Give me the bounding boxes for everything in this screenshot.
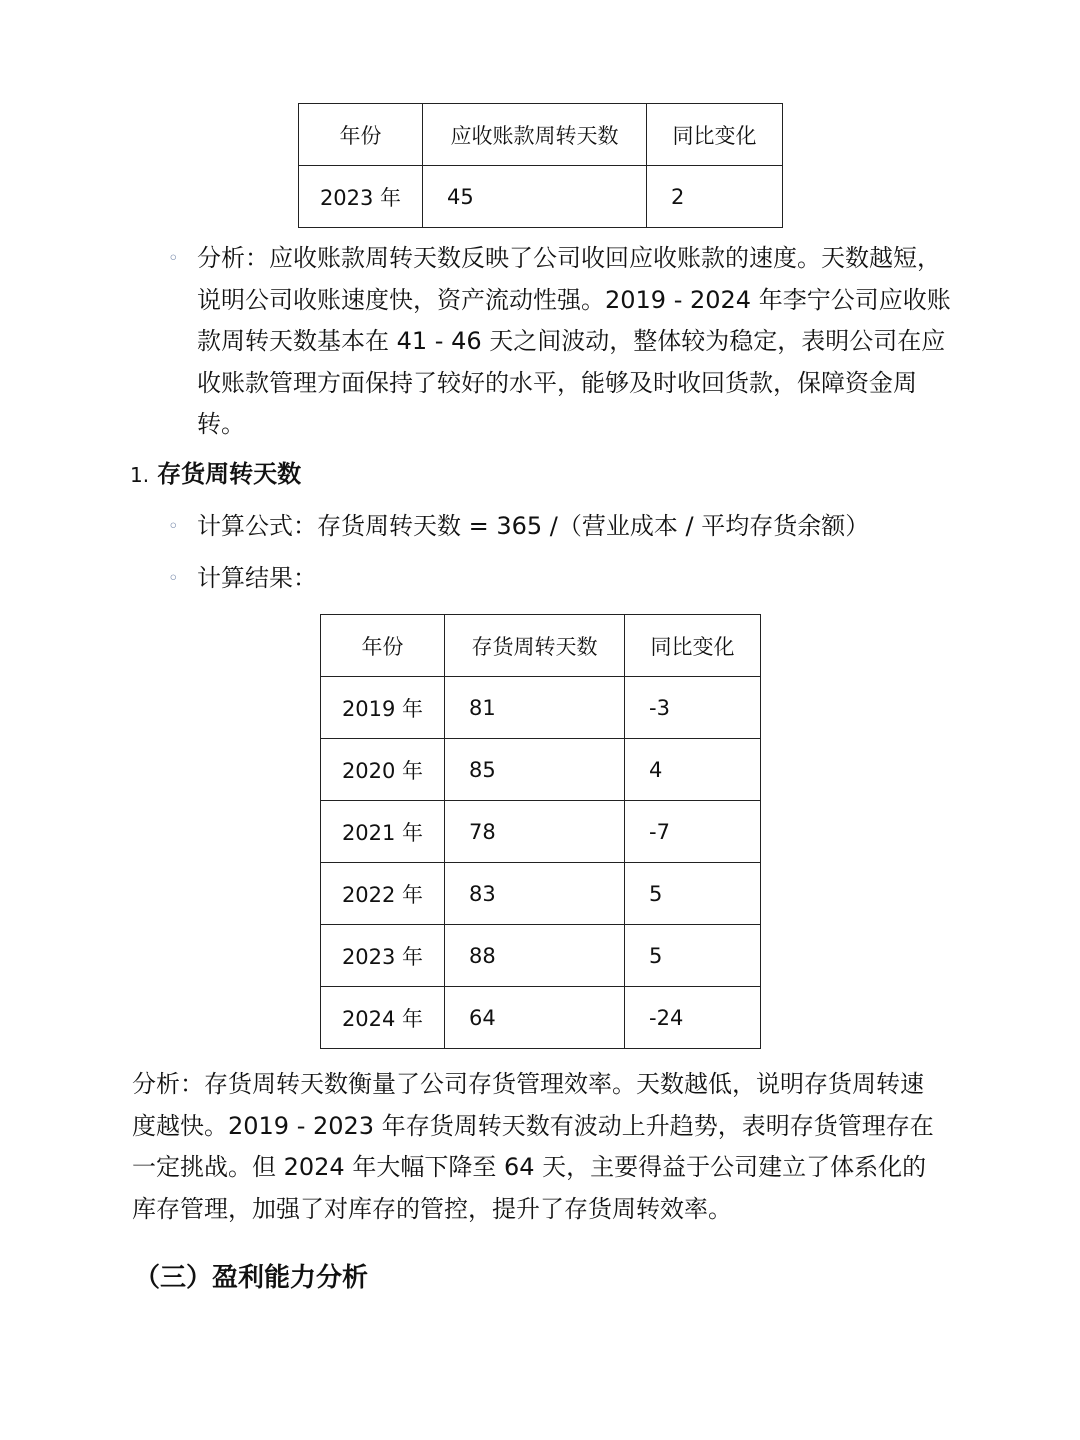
inventory-heading (130, 456, 301, 493)
header-year: 年份 (321, 615, 445, 677)
cell-year: 2019 年 (321, 677, 445, 739)
header-year: 年份 (299, 104, 423, 166)
bullet-icon: ◦ (168, 248, 179, 269)
table-header-row (321, 615, 761, 677)
cell-change: -24 (625, 987, 761, 1049)
header-yoy-change: 同比变化 (625, 615, 761, 677)
header-inventory-days: 存货周转天数 (445, 615, 625, 677)
cell-year: 2022 年 (321, 863, 445, 925)
result-label-text: 计算结果： (197, 564, 317, 592)
table-row (321, 801, 761, 863)
bullet-icon: ◦ (168, 568, 179, 589)
table-header-row (299, 104, 783, 166)
table-row (299, 166, 783, 228)
cell-change: 2 (647, 166, 783, 228)
table-row (321, 987, 761, 1049)
receivables-turnover-table (298, 103, 783, 228)
formula-text: 计算公式：存货周转天数 = 365 /（营业成本 / 平均存货余额） (197, 512, 870, 540)
header-receivable-days: 应收账款周转天数 (423, 104, 647, 166)
cell-year: 2021 年 (321, 801, 445, 863)
cell-change: -3 (625, 677, 761, 739)
cell-change: -7 (625, 801, 761, 863)
bullet-icon: ◦ (168, 516, 179, 537)
cell-year: 2023 年 (299, 166, 423, 228)
cell-days: 64 (445, 987, 625, 1049)
cell-change: 4 (625, 739, 761, 801)
table-row (321, 739, 761, 801)
cell-days: 88 (445, 925, 625, 987)
section-heading: （三）盈利能力分析 (134, 1263, 369, 1293)
cell-year: 2020 年 (321, 739, 445, 801)
cell-days: 83 (445, 863, 625, 925)
inventory-turnover-table (320, 614, 761, 1049)
header-yoy-change: 同比变化 (647, 104, 783, 166)
inventory-analysis-text: 分析：存货周转天数衡量了公司存货管理效率。天数越低，说明存货周转速度越快。2019 - 2023 年存货周转天数有波动上升趋势，表明存货管理存在一定挑战。但 2024 年大幅下降至 64 天，主要得益于公司建立了体系化的库存管理，加强了对库存的管控，提升了存货周转效率。 (132, 1070, 934, 1223)
heading-text: 存货周转天数 (157, 460, 302, 488)
cell-change: 5 (625, 863, 761, 925)
cell-year: 2023 年 (321, 925, 445, 987)
table-row (321, 863, 761, 925)
cell-days: 45 (423, 166, 647, 228)
cell-days: 78 (445, 801, 625, 863)
cell-change: 5 (625, 925, 761, 987)
heading-number: 1. (130, 463, 150, 487)
table-row (321, 925, 761, 987)
receivables-analysis-text: 分析：应收账款周转天数反映了公司收回应收账款的速度。天数越短，说明公司收账速度快，资产流动性强。2019 - 2024 年李宁公司应收账款周转天数基本在 41 - 46 天之间波动，整体较为稳定，表明公司在应收账款管理方面保持了较好的水平，能够及时收回货款，保障资金周转。 (197, 244, 951, 438)
cell-days: 85 (445, 739, 625, 801)
table-row (321, 677, 761, 739)
cell-days: 81 (445, 677, 625, 739)
cell-year: 2024 年 (321, 987, 445, 1049)
